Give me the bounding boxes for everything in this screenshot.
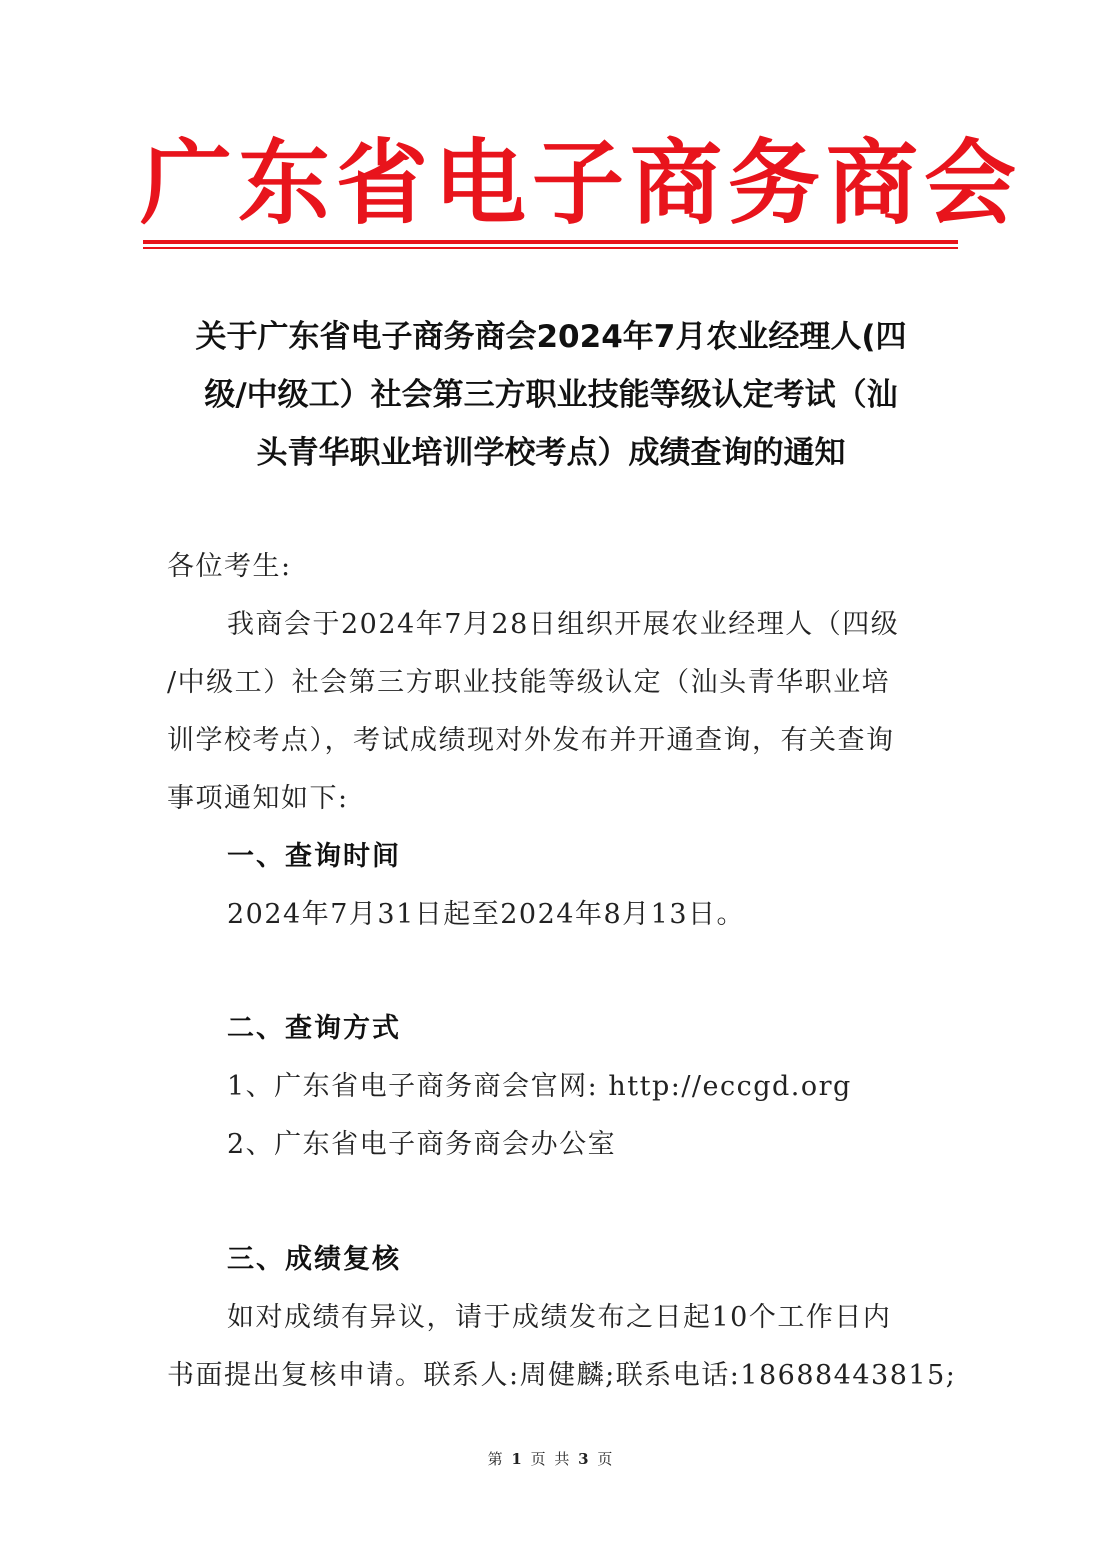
intro-line-2: /中级工）社会第三方职业技能等级认定（汕头青华职业培: [167, 667, 891, 698]
section-3-line-1: 如对成绩有异议，请于成绩发布之日起10个工作日内: [227, 1302, 892, 1333]
section-3-heading: 三、成绩复核: [227, 1244, 401, 1275]
intro-line-1: 我商会于2024年7月28日组织开展农业经理人（四级: [227, 609, 900, 640]
salutation: 各位考生:: [167, 551, 292, 582]
title-line-2: 级/中级工）社会第三方职业技能等级认定考试（汕: [204, 377, 898, 413]
intro-line-3: 训学校考点），考试成绩现对外发布并开通查询，有关查询: [167, 725, 895, 756]
page-suffix: 页: [597, 1450, 615, 1468]
section-1-heading: 一、查询时间: [227, 841, 401, 872]
section-2-heading: 二、查询方式: [227, 1013, 401, 1044]
page-current-number: 1: [511, 1450, 524, 1468]
letterhead-rule-thin: [143, 247, 958, 249]
title-line-3: 头青华职业培训学校考点）成绩查询的通知: [256, 435, 846, 471]
section-2-item-1: 1、广东省电子商务商会官网: http://eccgd.org: [227, 1071, 852, 1102]
page-footer: [0, 1445, 1102, 1473]
letterhead-rule-thick: [143, 240, 958, 244]
section-2-item-2: 2、广东省电子商务商会办公室: [227, 1129, 617, 1160]
section-1-text: 2024年7月31日起至2024年8月13日。: [227, 899, 745, 930]
section-3-line-2: 书面提出复核申请。联系人:周健麟;联系电话:18688443815;: [167, 1360, 957, 1391]
page-middle: 页 共: [530, 1450, 572, 1468]
title-line-1: 关于广东省电子商务商会2024年7月农业经理人(四: [195, 319, 907, 355]
page-total-number: 3: [578, 1450, 591, 1468]
intro-line-4: 事项通知如下:: [167, 783, 349, 814]
document-title: [165, 308, 937, 482]
letterhead-org-name: 广东省电子商务商会: [140, 129, 1023, 237]
page-prefix: 第: [487, 1450, 505, 1468]
